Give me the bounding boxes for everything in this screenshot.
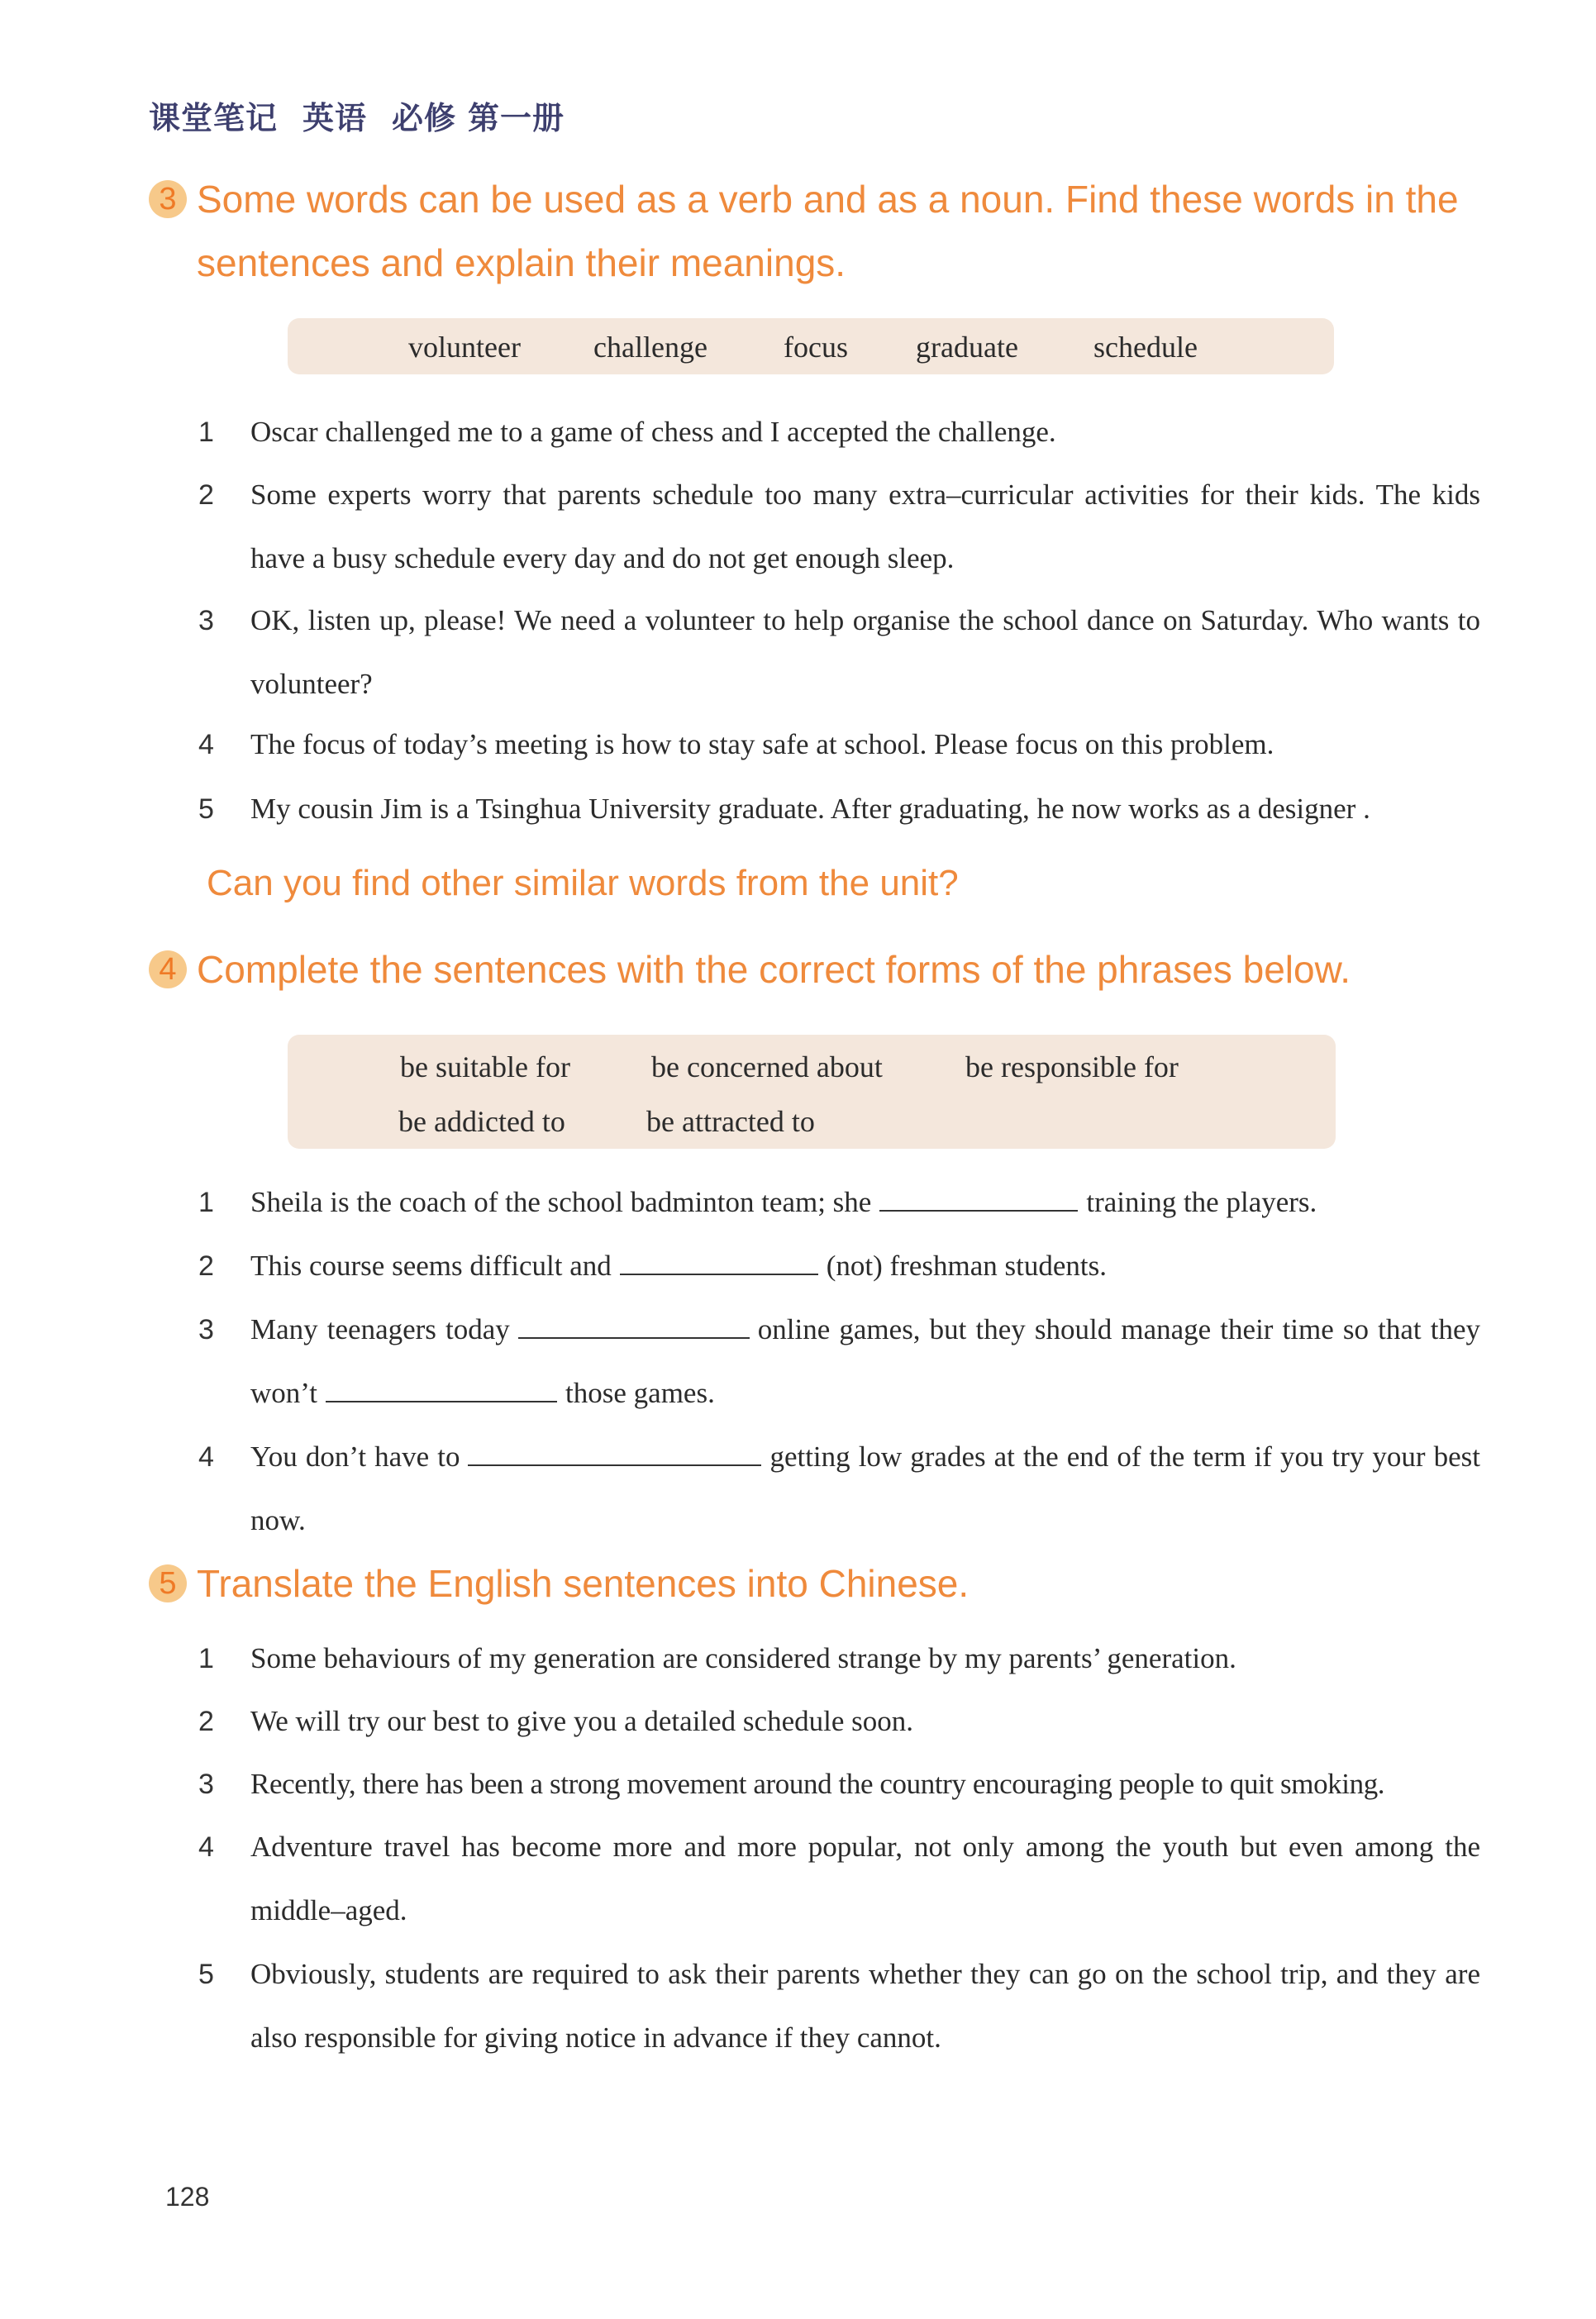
ex3-item xyxy=(198,588,1480,716)
item-text: The focus of today’s meeting is how to stay safe at school. Please focus on this problem. xyxy=(250,728,1274,760)
exercise-3-number: 3 xyxy=(149,180,187,218)
running-head-book: 课堂笔记 xyxy=(149,100,279,136)
exercise-5-number: 5 xyxy=(149,1564,187,1602)
item-number: 4 xyxy=(198,1831,214,1863)
item-text: Sheila is the coach of the school badminton team; she xyxy=(250,1186,872,1218)
item-text: We will try our best to give you a detailed schedule soon. xyxy=(250,1705,913,1737)
running-head xyxy=(149,93,589,138)
exercise-4-heading xyxy=(149,938,1488,1002)
exercise-5-instruction: Translate the English sentences into Chinese. xyxy=(197,1562,970,1605)
item-text: getting low grades at the end of the term if you try your best now. xyxy=(250,1440,1480,1536)
item-text: those games. xyxy=(565,1377,715,1409)
exercise-4-instruction: Complete the sentences with the correct forms of the phrases below. xyxy=(197,948,1351,991)
phrase-item: be concerned about xyxy=(651,1050,883,1083)
running-head-volume: 第一册 xyxy=(468,100,565,136)
exercise-4-number: 4 xyxy=(149,950,187,988)
ex5-item xyxy=(198,1942,1480,2069)
phrase-item: be attracted to xyxy=(646,1105,815,1138)
item-number: 3 xyxy=(198,1769,214,1800)
word-item: volunteer xyxy=(408,331,521,364)
item-number: 1 xyxy=(198,417,214,448)
word-item: graduate xyxy=(916,331,1018,364)
item-text: online games, but they should manage their time so that they won’t xyxy=(250,1313,1480,1409)
item-number: 4 xyxy=(198,1441,214,1473)
word-item: focus xyxy=(784,331,848,364)
ex3-item xyxy=(198,463,1480,590)
answer-blank[interactable] xyxy=(620,1250,818,1275)
item-text: Adventure travel has become more and more popular, not only among the youth but even among the middle–aged. xyxy=(250,1831,1480,1926)
phrase-item: be addicted to xyxy=(398,1105,565,1138)
exercise-3-heading xyxy=(149,168,1488,295)
word-box xyxy=(288,318,1334,374)
item-number: 2 xyxy=(198,479,214,511)
item-number: 5 xyxy=(198,793,214,825)
item-text: training the players. xyxy=(1086,1186,1317,1218)
phrase-box xyxy=(288,1035,1336,1149)
item-number: 1 xyxy=(198,1187,214,1218)
ex5-item xyxy=(198,1689,1480,1753)
ex5-item xyxy=(198,1752,1480,1816)
answer-blank[interactable] xyxy=(518,1314,750,1339)
running-head-module: 必修 xyxy=(392,100,457,136)
answer-blank[interactable] xyxy=(326,1378,557,1402)
exercise-5-heading xyxy=(149,1552,1488,1616)
item-number: 3 xyxy=(198,1314,214,1345)
answer-blank[interactable] xyxy=(879,1187,1078,1212)
ex5-item xyxy=(198,1815,1480,1942)
item-text: This course seems difficult and xyxy=(250,1250,612,1282)
ex5-item xyxy=(198,1626,1480,1690)
item-text: Many teenagers today xyxy=(250,1313,510,1345)
item-number: 2 xyxy=(198,1250,214,1282)
ex4-item xyxy=(198,1234,1480,1298)
ex4-item xyxy=(198,1170,1480,1234)
answer-blank[interactable] xyxy=(468,1441,761,1466)
item-text: Oscar challenged me to a game of chess and I accepted the challenge. xyxy=(250,416,1056,448)
item-text: Some behaviours of my generation are considered strange by my parents’ generation. xyxy=(250,1642,1236,1674)
word-item: challenge xyxy=(593,331,707,364)
ex3-item xyxy=(198,400,1480,464)
item-number: 3 xyxy=(198,605,214,636)
item-text: You don’t have to xyxy=(250,1440,460,1473)
item-text: My cousin Jim is a Tsinghua University graduate. After graduating, he now works as a designer . xyxy=(250,793,1370,825)
ex4-item xyxy=(198,1425,1480,1552)
exercise-3-instruction-line1: Some words can be used as a verb and as a noun. Find these words in the xyxy=(197,178,1459,221)
item-number: 5 xyxy=(198,1959,214,1990)
item-number: 4 xyxy=(198,729,214,760)
item-number: 2 xyxy=(198,1706,214,1737)
phrase-item: be suitable for xyxy=(400,1050,570,1083)
exercise-3-instruction-line2: sentences and explain their meanings. xyxy=(197,241,846,284)
phrase-item: be responsible for xyxy=(965,1050,1179,1083)
item-text: Some experts worry that parents schedule too many extra–curricular activities for their kids. The kids have a busy schedule every day and do not get enough sleep. xyxy=(250,479,1480,574)
item-text: (not) freshman students. xyxy=(826,1250,1107,1282)
item-text: Obviously, students are required to ask their parents whether they can go on the school trip, and they are also responsible for giving notice in advance if they cannot. xyxy=(250,1958,1480,2054)
item-number: 1 xyxy=(198,1643,214,1674)
word-item: schedule xyxy=(1093,331,1198,364)
ex3-item xyxy=(198,777,1480,840)
ex4-item xyxy=(198,1298,1480,1425)
running-head-subject: 英语 xyxy=(303,100,368,136)
item-text: OK, listen up, please! We need a volunteer to help organise the school dance on Saturday. Who wants to volunteer? xyxy=(250,604,1480,700)
ex3-item xyxy=(198,712,1480,776)
page-number: 128 xyxy=(165,2182,210,2212)
exercise-3-follow-up: Can you find other similar words from the unit? xyxy=(207,863,959,903)
item-text: Recently, there has been a strong movement around the country encouraging people to quit smoking. xyxy=(250,1768,1385,1800)
